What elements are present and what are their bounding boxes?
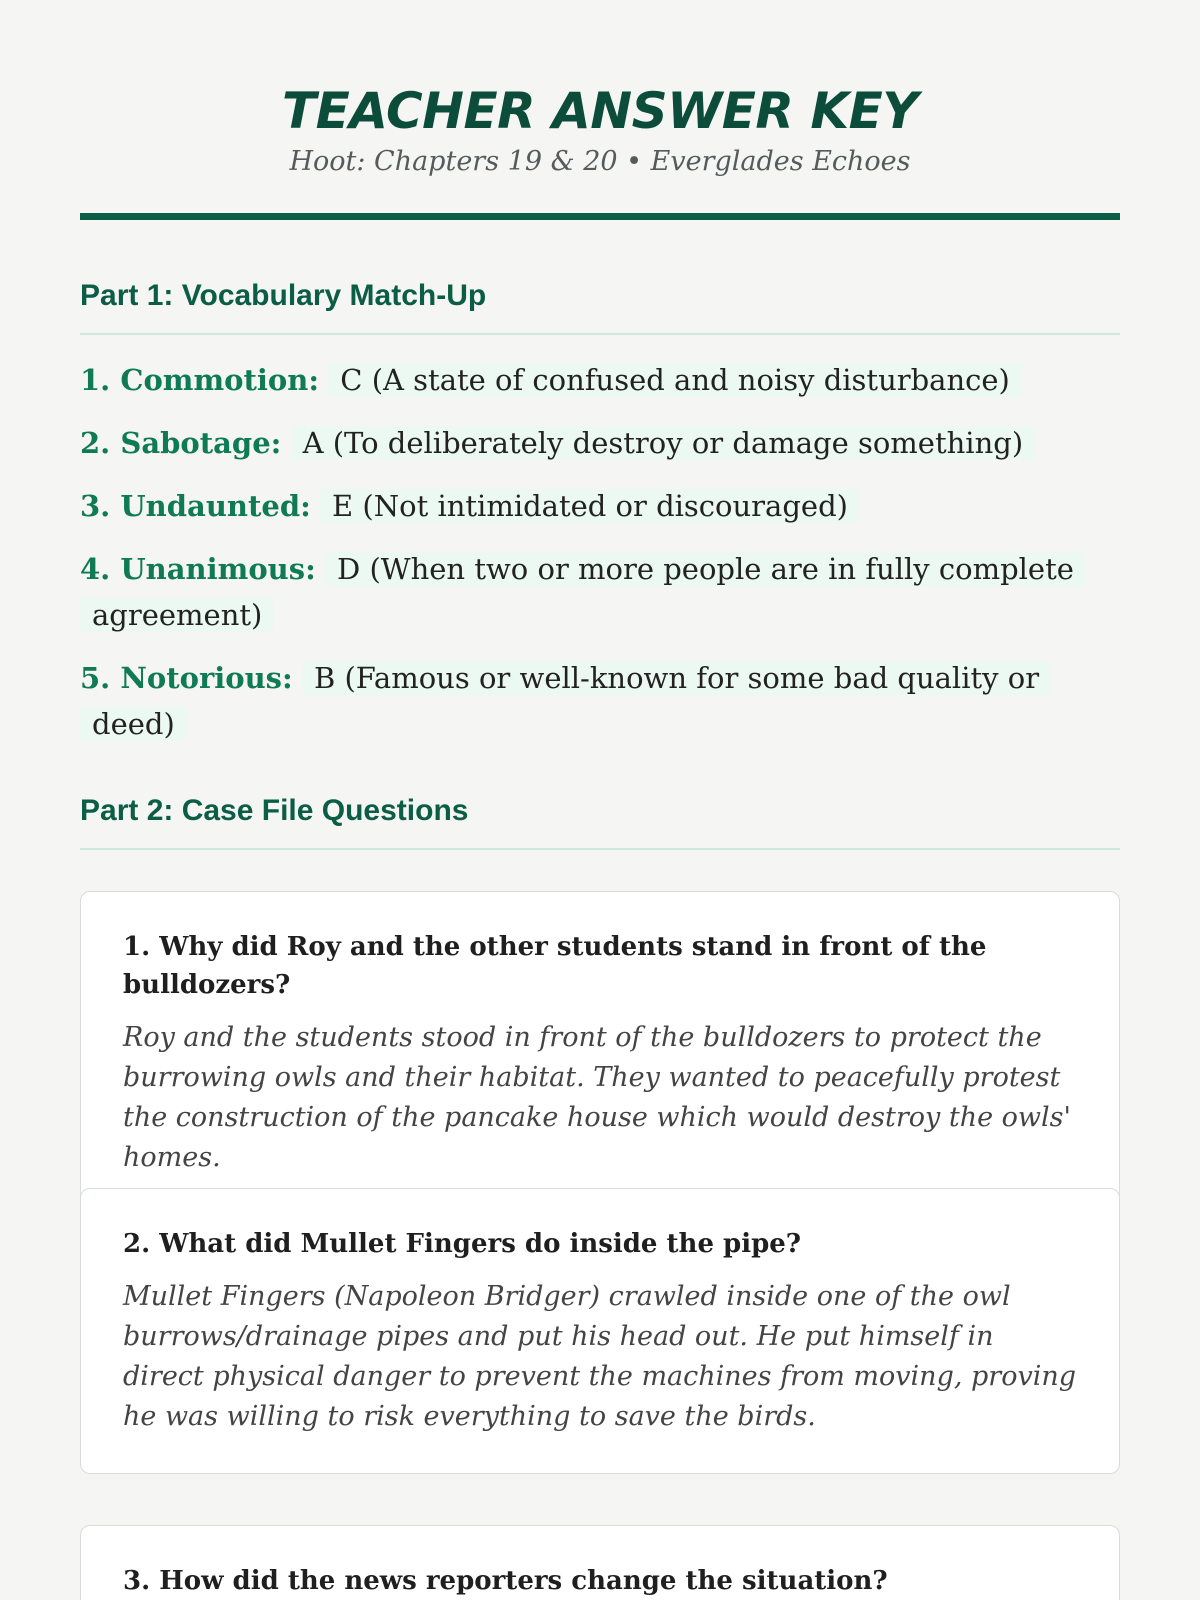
part2-divider (80, 848, 1120, 850)
vocab-term: 5. Notorious: (80, 661, 293, 695)
part1-divider (80, 333, 1120, 335)
question-card (80, 891, 1120, 1215)
question-text: 2. What did Mullet Fingers do inside the pipe? (123, 1229, 802, 1259)
question-text: 1. Why did Roy and the other students stand in front of the bulldozers? (123, 932, 987, 1000)
vocab-answer: C (A state of confused and noisy disturbance) (328, 363, 1022, 397)
page-header (80, 80, 1120, 178)
vocab-item (80, 655, 1120, 747)
answer-text: Roy and the students stood in front of the bulldozers to protect the burrowing owls and their habitat. They wanted to peacefully protest the construction of the pancake house which would destroy the owls' homes. (123, 1022, 1071, 1173)
page-title: TEACHER ANSWER KEY (282, 82, 918, 140)
vocab-answer: D (When two or more people are in fully complete agreement) (80, 552, 1086, 632)
vocab-item (80, 546, 1120, 638)
answer-text: Mullet Fingers (Napoleon Bridger) crawled inside one of the owl burrows/drainage pipes and put his head out. He put himself in direct physical danger to prevent the machines from moving, proving he was willing to risk everything to save the birds. (123, 1281, 1077, 1432)
vocab-answer: B (Famous or well-known for some bad quality or deed) (80, 661, 1051, 741)
question-card (80, 1525, 1120, 1600)
vocab-item (80, 483, 1120, 529)
header-divider (80, 213, 1120, 220)
vocab-item (80, 357, 1120, 403)
vocab-term: 1. Commotion: (80, 363, 320, 397)
part1-heading: Part 1: Vocabulary Match-Up (80, 279, 487, 312)
vocab-answer: E (Not intimidated or discouraged) (320, 489, 860, 523)
page-subtitle: Hoot: Chapters 19 & 20 • Everglades Echoes (289, 146, 911, 177)
vocab-term: 4. Unanimous: (80, 552, 316, 586)
vocab-item (80, 420, 1120, 466)
vocab-term: 2. Sabotage: (80, 426, 282, 460)
vocabulary-list (80, 357, 1120, 764)
vocab-answer: A (To deliberately destroy or damage something) (291, 426, 1036, 460)
part2-heading: Part 2: Case File Questions (80, 794, 469, 827)
question-card (80, 1188, 1120, 1474)
question-text: 3. How did the news reporters change the situation? (123, 1566, 888, 1596)
vocab-term: 3. Undaunted: (80, 489, 311, 523)
